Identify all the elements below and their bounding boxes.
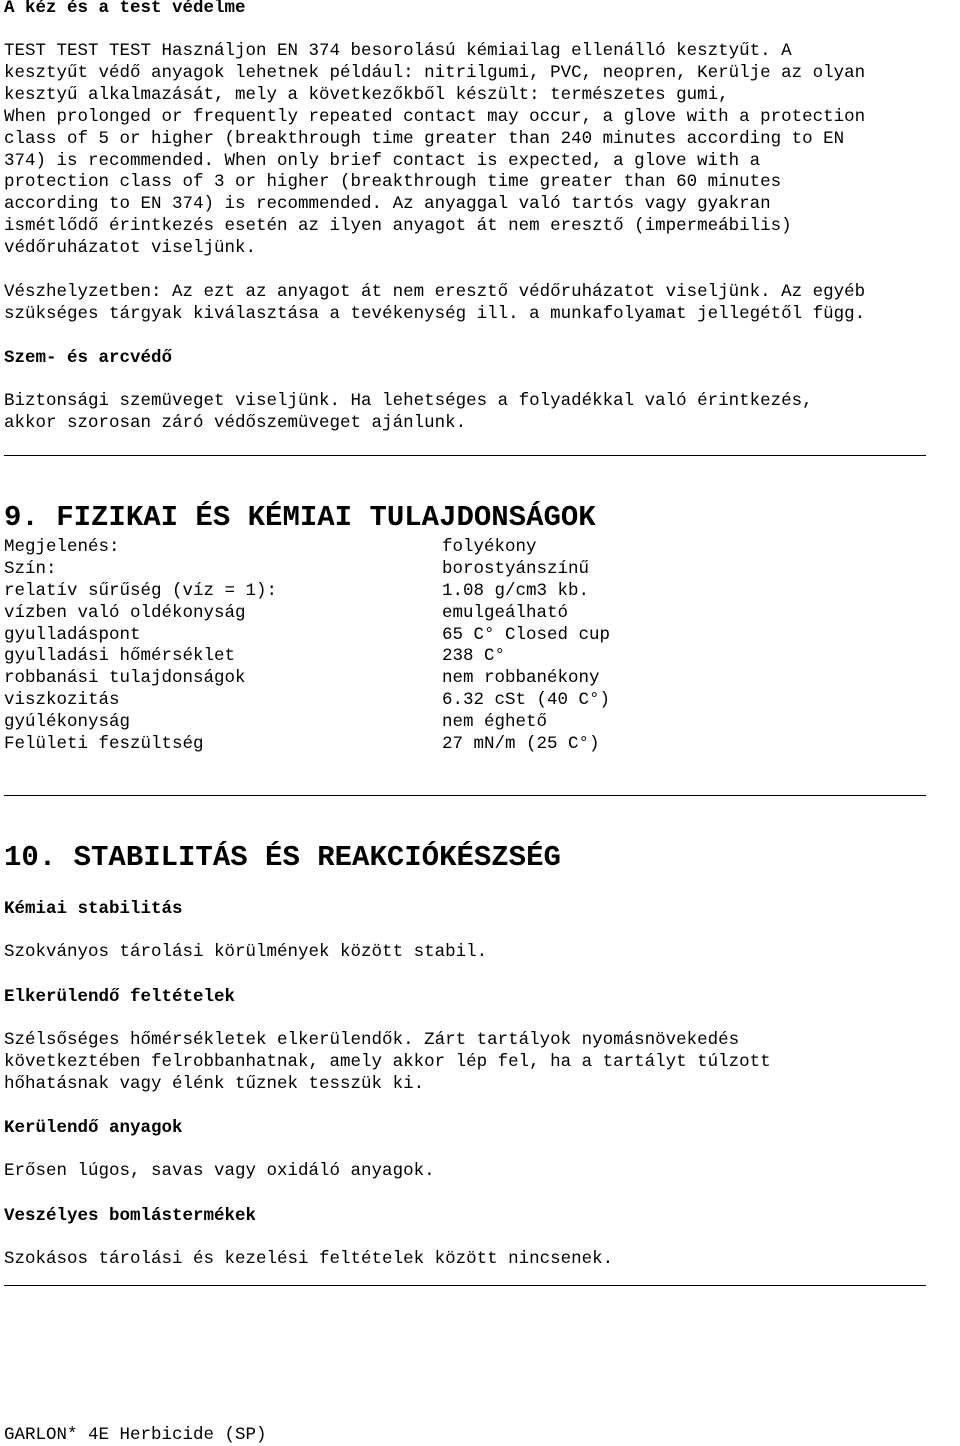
section-divider [4,455,926,456]
eye-face-protection-heading: Szem- és arcvédő [4,348,173,368]
emergency-protection-text [4,282,865,326]
materials-to-avoid-heading: Kerülendő anyagok [4,1118,183,1138]
section-9-title: 9. FIZIKAI ÉS KÉMIAI TULAJDONSÁGOK [4,501,596,534]
property-value: 6.32 cSt (40 C°) [442,690,611,711]
materials-to-avoid-text: Erősen lúgos, savas vagy oxidáló anyagok. [4,1161,435,1181]
property-value: nem éghető [442,712,548,733]
property-label: relatív sűrűség (víz = 1): [4,580,278,601]
section-divider [4,1285,926,1286]
text-line: Biztonsági szemüveget viseljünk. Ha lehetséges a folyadékkal való érintkezés, [4,391,813,411]
text-line: Vészhelyzetben: Az ezt az anyagot át nem eresztő védőruházatot viseljünk. Az egyéb [4,282,866,302]
property-row [4,690,610,712]
section-10-title: 10. STABILITÁS ÉS REAKCIÓKÉSZSÉG [4,841,561,874]
property-row [4,734,610,756]
property-value: 238 C° [442,646,506,667]
text-line: class of 5 or higher (breakthrough time greater than 240 minutes according to EN [4,128,845,149]
property-label: gyulladáspont [4,624,141,645]
property-value: nem robbanékony [442,668,600,689]
property-label: gyúlékonyság [4,712,131,733]
text-line: kesztyűt védő anyagok lehetnek például: nitrilgumi, PVC, neopren, Kerülje az olyan [4,62,866,83]
section-divider [4,795,926,796]
property-row [4,646,610,668]
text-line: ismétlődő érintkezés esetén az ilyen anyagot át nem eresztő (impermeábilis) [4,216,792,237]
text-line: következtében felrobbanhatnak, amely akkor lép fel, ha a tartályt túlzott [4,1051,771,1072]
property-value: folyékony [442,537,537,557]
property-row [4,559,610,581]
property-label: Felületi feszültség [4,734,204,755]
property-row [4,712,610,734]
product-footer: GARLON* 4E Herbicide (SP) [4,1425,267,1445]
property-value: 1.08 g/cm3 kb. [442,580,590,601]
hand-body-protection-heading: A kéz és a test védelme [4,0,246,18]
property-label: Szín: [4,558,57,579]
text-line: 374) is recommended. When only brief contact is expected, a glove with a [4,150,761,171]
property-value: 65 C° Closed cup [442,624,611,645]
text-line: szükséges tárgyak kiválasztása a tevékenység ill. a munkafolyamat jellegétől függ. [4,303,866,324]
text-line: TEST TEST TEST Használjon EN 374 besorolású kémiailag ellenálló kesztyűt. A [4,41,792,61]
conditions-to-avoid-heading: Elkerülendő feltételek [4,987,236,1007]
chemical-stability-text: Szokványos tárolási körülmények között stabil. [4,942,488,962]
text-line: akkor szorosan záró védőszemüveget ajánlunk. [4,412,467,433]
hand-protection-text [4,41,865,260]
property-value: emulgeálható [442,602,569,623]
property-value: 27 mN/m (25 C°) [442,734,600,755]
property-label: vízben való oldékonyság [4,602,246,623]
text-line: When prolonged or frequently repeated contact may occur, a glove with a protection [4,106,866,127]
text-line: Szélsőséges hőmérsékletek elkerülendők. Zárt tartályok nyomásnövekedés [4,1030,740,1050]
property-row [4,537,610,559]
property-row [4,668,610,690]
hazardous-decomposition-heading: Veszélyes bomlástermékek [4,1206,257,1226]
text-line: védőruházatot viseljünk. [4,238,257,259]
text-line: kesztyű alkalmazását, mely a következőkből készült: természetes gumi, [4,84,729,105]
text-line: according to EN 374) is recommended. Az anyaggal való tartós vagy gyakran [4,194,771,215]
property-row [4,581,610,603]
physical-properties-table [4,537,610,756]
property-label: gyulladási hőmérséklet [4,646,236,667]
text-line: hőhatásnak vagy élénk tűznek tesszük ki. [4,1073,425,1094]
chemical-stability-heading: Kémiai stabilitás [4,899,183,919]
conditions-to-avoid-text [4,1030,771,1096]
property-label: viszkozitás [4,690,120,711]
hazardous-decomposition-text: Szokásos tárolási és kezelési feltételek között nincsenek. [4,1249,614,1269]
property-row [4,603,610,625]
property-row [4,625,610,647]
property-label: robbanási tulajdonságok [4,668,246,689]
property-label: Megjelenés: [4,537,120,557]
eye-protection-text [4,391,813,435]
property-value: borostyánszínű [442,558,590,579]
text-line: protection class of 3 or higher (breakthrough time greater than 60 minutes [4,172,782,193]
